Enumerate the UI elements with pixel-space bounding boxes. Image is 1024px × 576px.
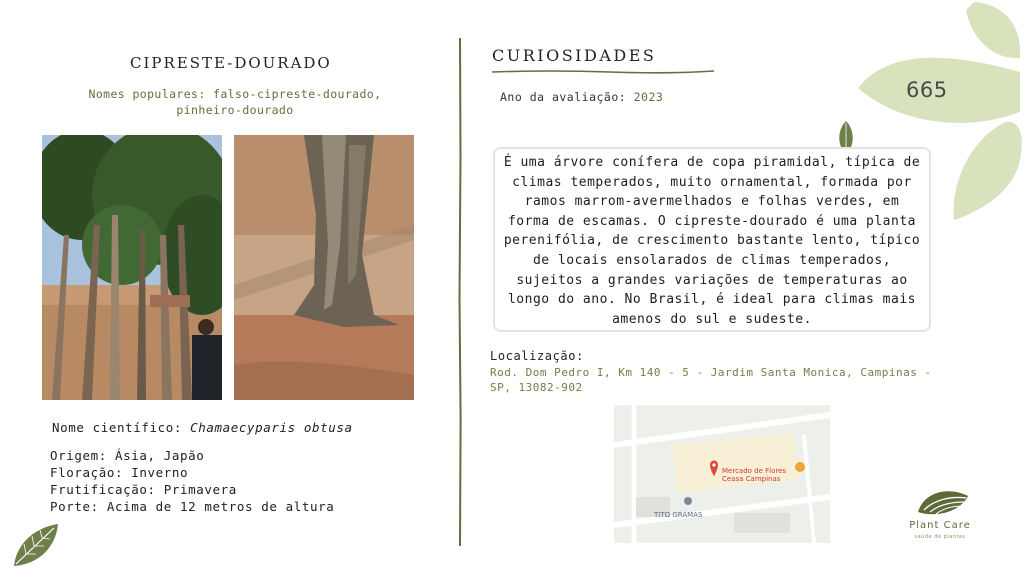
page-number-badge: 665 <box>906 78 948 102</box>
location-map[interactable] <box>614 405 830 543</box>
logo-tagline: saúde de plantas <box>914 534 966 540</box>
location-label: Localização: <box>490 349 584 363</box>
scientific-name-value: Chamaecyparis obtusa <box>190 420 353 435</box>
logo-name: Plant Care <box>909 520 971 531</box>
description-box <box>493 147 931 332</box>
map-place-label <box>722 467 786 483</box>
plant-facts-list <box>50 447 334 515</box>
plant-title: CIPRESTE-DOURADO <box>130 54 332 72</box>
evaluation-label: Ano da avaliação: <box>500 90 634 104</box>
tree-trunk-photo <box>234 135 414 400</box>
scientific-name <box>52 420 353 435</box>
column-divider <box>458 38 462 546</box>
location-address: Rod. Dom Pedro I, Km 140 - 5 - Jardim Santa Monica, Campinas - SP, 13082-902 <box>490 366 932 394</box>
fact-fruiting: Frutificação: Primavera <box>50 482 237 497</box>
fact-flowering: Floração: Inverno <box>50 465 189 480</box>
fact-size: Porte: Acima de 12 metros de altura <box>50 499 335 514</box>
plant-care-logo <box>900 486 980 542</box>
map-place-line1: Mercado de Flores <box>722 467 787 475</box>
evaluation-year <box>500 90 663 104</box>
map-poi-label: TITO GRAMAS <box>654 511 703 519</box>
curiosities-title: CURIOSIDADES <box>492 46 657 65</box>
description-text: É uma árvore conífera de copa piramidal, típica de climas temperados, muito ornamental, formada por ramos marrom-avermelhados e folhas verdes, em forma de escamas. O cipreste-dourado é uma planta perenifólia, de crescimento bastante lento, típico de locais ensolarados de climas temperados, sujeitos a grandes variações de temperaturas ao longo do ano. No Brasil, é ideal para climas mais amenos do sul e sudeste. <box>503 155 921 327</box>
popular-names: Nomes populares: falso-cipreste-dourado, pinheiro-dourado <box>88 87 382 117</box>
fact-origin: Origem: Ásia, Japão <box>50 448 205 463</box>
logo-leaf-icon <box>914 486 970 518</box>
map-place-line2: Ceasa Campinas <box>722 475 781 483</box>
tree-photo-wide <box>42 135 222 400</box>
decorative-leaf-icon <box>10 522 62 570</box>
scientific-label: Nome científico: <box>52 420 191 435</box>
title-underline <box>490 68 716 76</box>
evaluation-year-value: 2023 <box>633 90 664 104</box>
